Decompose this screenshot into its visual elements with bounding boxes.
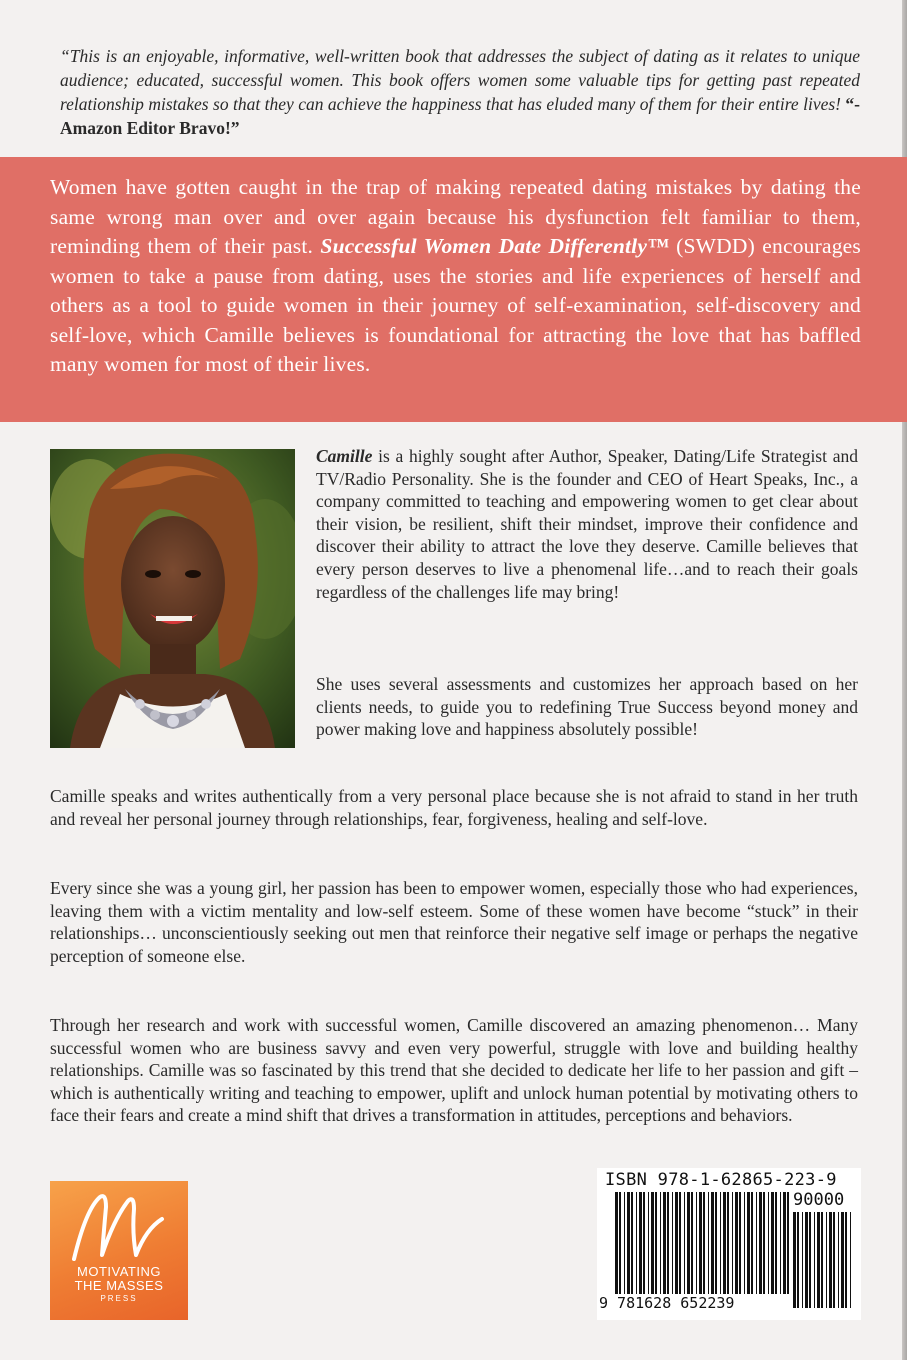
ean-number: 9 781628 652239	[599, 1294, 735, 1312]
author-photo	[50, 449, 295, 748]
bio-paragraph-4: Every since she was a young girl, her passion has been to empower women, especially those who had experiences, leaving them with a victim mentality and low-self esteem. Some of these women have become “stuck” in their relationships… unconscientiously seeking out men that reinforce their negative self image or perhaps the negative perception of someone else.	[50, 878, 858, 966]
quote-text: “This is an enjoyable, informative, well-written book that addresses the subject of dating as it relates to unique audience; educated, successful women. This book offers women some valuable tips for getting past repeated relationship mistakes so that they can achieve the happiness that has eluded many of them for their entire lives!	[60, 46, 860, 114]
publisher-line-2: THE MASSES	[74, 1278, 164, 1293]
bio-p1-text: is a highly sought after Author, Speaker, Dating/Life Strategist and TV/Radio Personality. She is the founder and CEO of Heart Speaks, Inc., a company committed to teaching and empowering women to get clear about their vision, be resilient, shift their mindset, improve their confidence and discover their ability to attract the love they deserve. Camille believes that every person deserves to live a phenomenal life…and to reach their goals regardless of the challenges life may bring!	[316, 446, 858, 602]
publisher-logo	[50, 1181, 188, 1320]
publisher-press: PRESS	[100, 1294, 138, 1303]
review-quote	[60, 44, 860, 140]
bio-paragraph-1	[316, 445, 858, 603]
isbn-number: ISBN 978-1-62865-223-9	[605, 1170, 837, 1190]
barcode	[597, 1168, 861, 1320]
author-name: Camille	[316, 446, 373, 466]
summary-rest: (SWDD) encourages women to take a pause from dating, uses the stories and life experiences of herself and others as a tool to guide women in their journey of self-examination, self-discovery and self-love, which Camille believes is foundational for attracting the love that has baffled many women for most of their lives.	[50, 234, 861, 376]
summary-intro: Women have gotten caught in the trap of making repeated dating mistakes by dating the same wrong man over and over again because his dysfunction felt familiar to them, reminding them of their past.	[50, 175, 861, 258]
publisher-line-1: MOTIVATING	[77, 1264, 161, 1279]
summary-text	[50, 173, 861, 380]
price-addon: 90000	[793, 1190, 845, 1210]
publisher-name	[50, 1265, 188, 1293]
bio-paragraph-3: Camille speaks and writes authentically from a very personal place because she is not afraid to stand in her truth and reveal her personal journey through relationships, fear, forgiveness, healing and self-love.	[50, 786, 858, 829]
bio-paragraph-5: Through her research and work with successful women, Camille discovered an amazing phenomenon… Many successful women who are business savvy and even very powerful, struggle with love and building healthy relationships. Camille was so fascinated by this trend that she decided to dedicate her life to her passion and gift – which is authentically writing and teaching to empower, uplift and unlock human potential by motivating others to face their fears and create a mind shift that drives a transformation in attitudes, perceptions and behaviors.	[50, 1015, 858, 1126]
bio-paragraph-2: She uses several assessments and customizes her approach based on her clients needs, to guide you to redefining True Success beyond money and power making love and happiness absolutely possible!	[316, 674, 858, 740]
script-m-icon	[66, 1189, 172, 1265]
quote-attribution: “- Amazon Editor Bravo!”	[60, 94, 860, 138]
book-title: Successful Women Date Differently™	[320, 234, 669, 258]
